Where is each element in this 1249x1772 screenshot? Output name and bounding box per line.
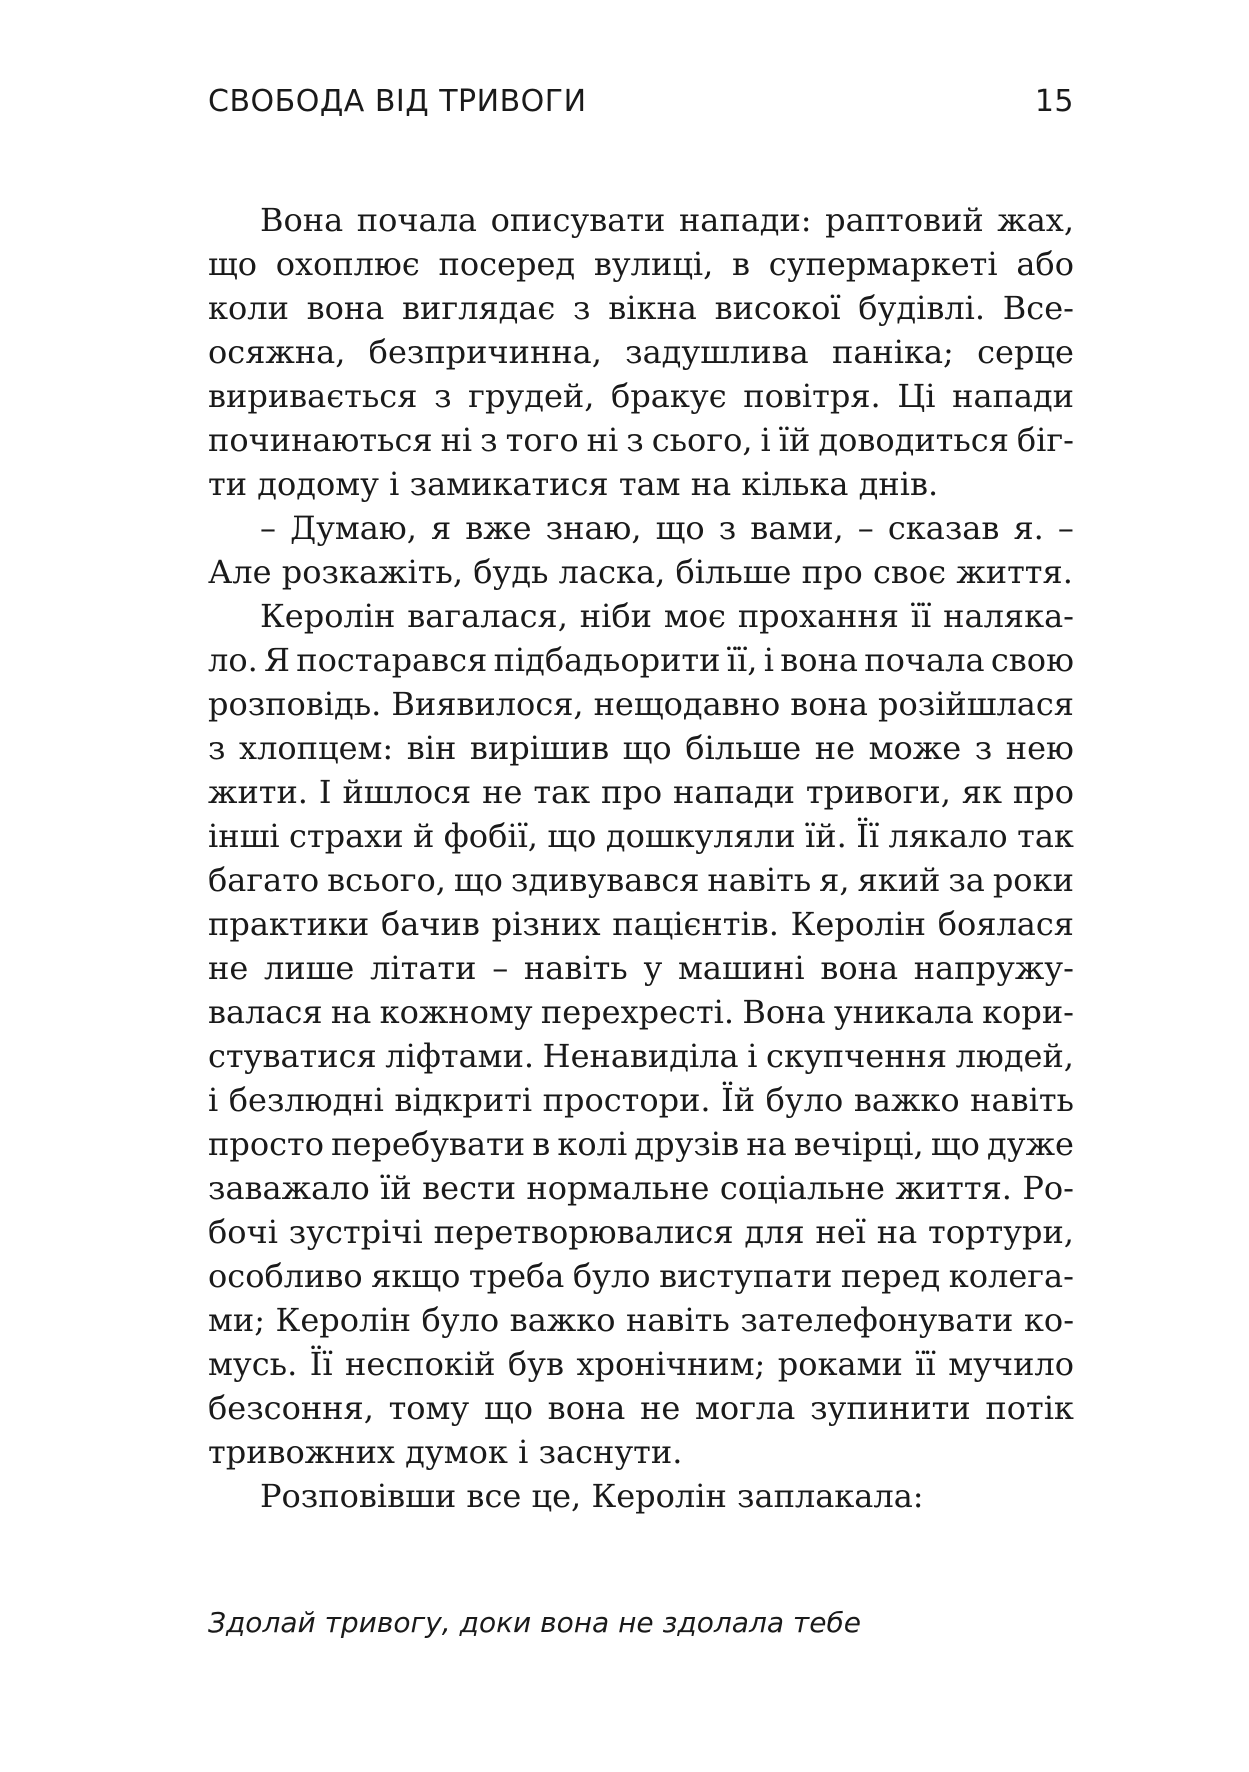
text-line: тривожних думок і заснути. [208,1433,683,1471]
text-line: розповідь. Виявилося, нещодавно вона розійшлася [208,685,1074,723]
text-line: Розповівши все це, Керолін заплакала: [260,1477,924,1515]
text-line: – Думаю, я вже знаю, що з вами, – сказав я. – [260,509,1074,547]
text-line: Керолін вагалася, ніби моє прохання її налякa- [260,597,1074,635]
text-line: стуватися ліфтами. Ненавиділа і скупчення людей, [208,1037,1074,1075]
text-line: просто перебувати в колі друзів на вечірці, що дуже [208,1125,1074,1163]
text-line: Вона почала описувати напади: раптовий жах, [260,201,1074,239]
text-line: виривається з грудей, бракує повітря. Ці напади [208,377,1074,415]
text-line: мусь. Її неспокій був хронічним; роками її мучило [208,1345,1074,1383]
running-footer: Здолай тривогу, доки вона не здолала тебе [208,1606,861,1639]
text-line: особливо якщо треба було виступати перед колега- [208,1257,1074,1295]
text-line: з хлопцем: він вирішив що більше не може з нею [208,729,1074,767]
book-title: СВОБОДА ВІД ТРИВОГИ [208,84,587,119]
text-line: і безлюдні відкриті простори. Їй було важко навіть [208,1081,1074,1119]
text-line: ти додому і замикатися там на кілька днів. [208,465,939,503]
text-line: практики бачив різних пацієнтів. Керолін боялася [208,905,1074,943]
text-line: Але розкажіть, будь ласка, більше про своє життя. [208,553,1073,591]
body-text [208,198,1074,1518]
text-line: осяжна, безпричинна, задушлива паніка; серце [208,333,1074,371]
page-number: 15 [1034,84,1074,119]
text-line: починаються ні з того ні з сього, і їй доводиться біг- [208,421,1074,459]
text-line: заважало їй вести нормальне соціальне життя. Ро- [208,1169,1074,1207]
text-line: коли вона виглядає з вікна високої будівлі. Все- [208,289,1074,327]
text-line: бочі зустрічі перетворювалися для неї на тортури, [208,1213,1074,1251]
running-head [208,84,1074,124]
text-line: безсоння, тому що вона не могла зупинити потік [208,1389,1074,1427]
text-line: ми; Керолін було важко навіть зателефонувати ко- [208,1301,1074,1339]
text-line: жити. І йшлося не так про напади тривоги, як про [208,773,1074,811]
text-line: валася на кожному перехресті. Вона уникала кори- [208,993,1074,1031]
text-line: інші страхи й фобії, що дошкуляли їй. Її лякало так [208,817,1074,855]
text-line: багато всього, що здивувався навіть я, який за роки [208,861,1074,899]
text-line: ло. Я постарався підбадьорити її, і вона почала свою [208,641,1074,679]
text-line: що охоплює посеред вулиці, в супермаркеті або [208,245,1074,283]
text-line: не лише літати – навіть у машині вона напружу- [208,949,1074,987]
